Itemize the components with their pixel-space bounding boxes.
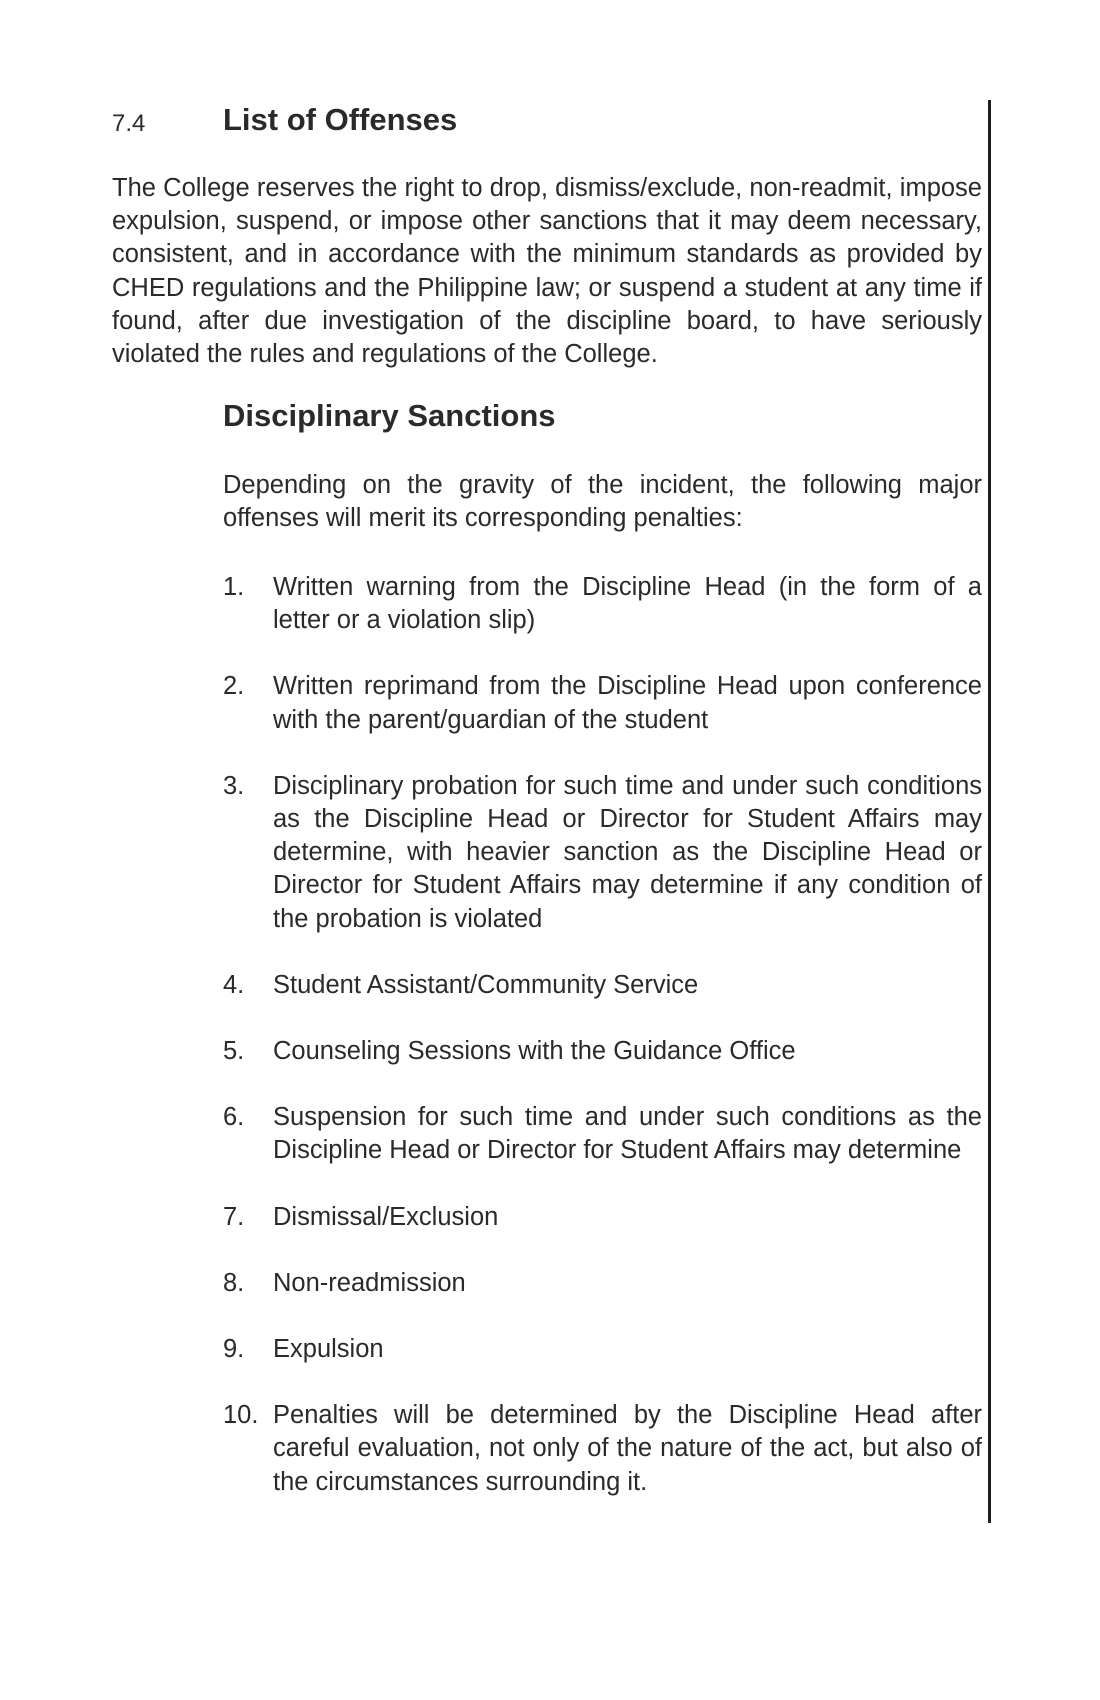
- sanction-item-4: [223, 969, 982, 1002]
- sanction-item-3: [223, 770, 982, 936]
- item-text: Counseling Sessions with the Guidance Office: [273, 1037, 796, 1066]
- item-number: 2.: [223, 672, 245, 701]
- item-text: Disciplinary probation for such time and under such conditions as the Discipline Head or Director for Student Affairs may determine, with heavier sanction as the Discipline Head or Director for Student Affairs may determine if any condition of the probation is violated: [273, 771, 982, 933]
- sanction-item-8: [223, 1267, 982, 1300]
- item-text: Written warning from the Discipline Head (in the form of a letter or a violation slip): [273, 573, 982, 635]
- item-text: Dismissal/Exclusion: [273, 1202, 499, 1231]
- sanction-item-6: [223, 1101, 982, 1167]
- item-text: Non-readmission: [273, 1268, 466, 1297]
- item-text: Written reprimand from the Discipline Head upon conference with the parent/guardian of the student: [273, 672, 982, 734]
- item-text: Penalties will be determined by the Discipline Head after careful evaluation, not only of the nature of the act, but also of the circumstances surrounding it.: [273, 1401, 982, 1496]
- item-number: 9.: [223, 1335, 245, 1364]
- sanction-item-5: [223, 1035, 982, 1068]
- item-number: 5.: [223, 1037, 245, 1066]
- item-text: Expulsion: [273, 1335, 384, 1364]
- lead-paragraph: Depending on the gravity of the incident, the following major offenses will merit its corresponding penalties:: [223, 471, 982, 533]
- section-heading: [112, 100, 972, 144]
- sanction-item-10: [223, 1399, 982, 1499]
- item-number: 1.: [223, 573, 245, 601]
- item-text: Student Assistant/Community Service: [273, 970, 699, 999]
- margin-rule: [988, 100, 991, 1523]
- item-number: 8.: [223, 1268, 245, 1297]
- sanction-item-7: [223, 1201, 982, 1234]
- subsection-title: Disciplinary Sanctions: [223, 398, 556, 433]
- item-number: 7.: [223, 1202, 245, 1231]
- section-number: 7.4: [112, 110, 146, 137]
- sanction-item-9: [223, 1333, 982, 1366]
- item-number: 10.: [223, 1401, 259, 1430]
- item-number: 6.: [223, 1103, 245, 1132]
- sanction-item-1: [223, 571, 982, 637]
- item-number: 3.: [223, 771, 245, 800]
- sanction-item-2: [223, 670, 982, 736]
- item-number: 4.: [223, 970, 245, 999]
- sanctions-list: [223, 571, 982, 1532]
- item-text: Suspension for such time and under such conditions as the Discipline Head or Director for Student Affairs may determine: [273, 1103, 982, 1165]
- intro-paragraph: The College reserves the right to drop, dismiss/exclude, non-readmit, impose expulsion, suspend, or impose other sanctions that it may deem necessary, consistent, and in accordance with the minimum standards as provided by CHED regulations and the Philippine law; or suspend a student at any time if found, after due investigation of the discipline board, to have seriously violated the rules and regulations of the College.: [112, 174, 982, 369]
- section-title: List of Offenses: [223, 102, 458, 137]
